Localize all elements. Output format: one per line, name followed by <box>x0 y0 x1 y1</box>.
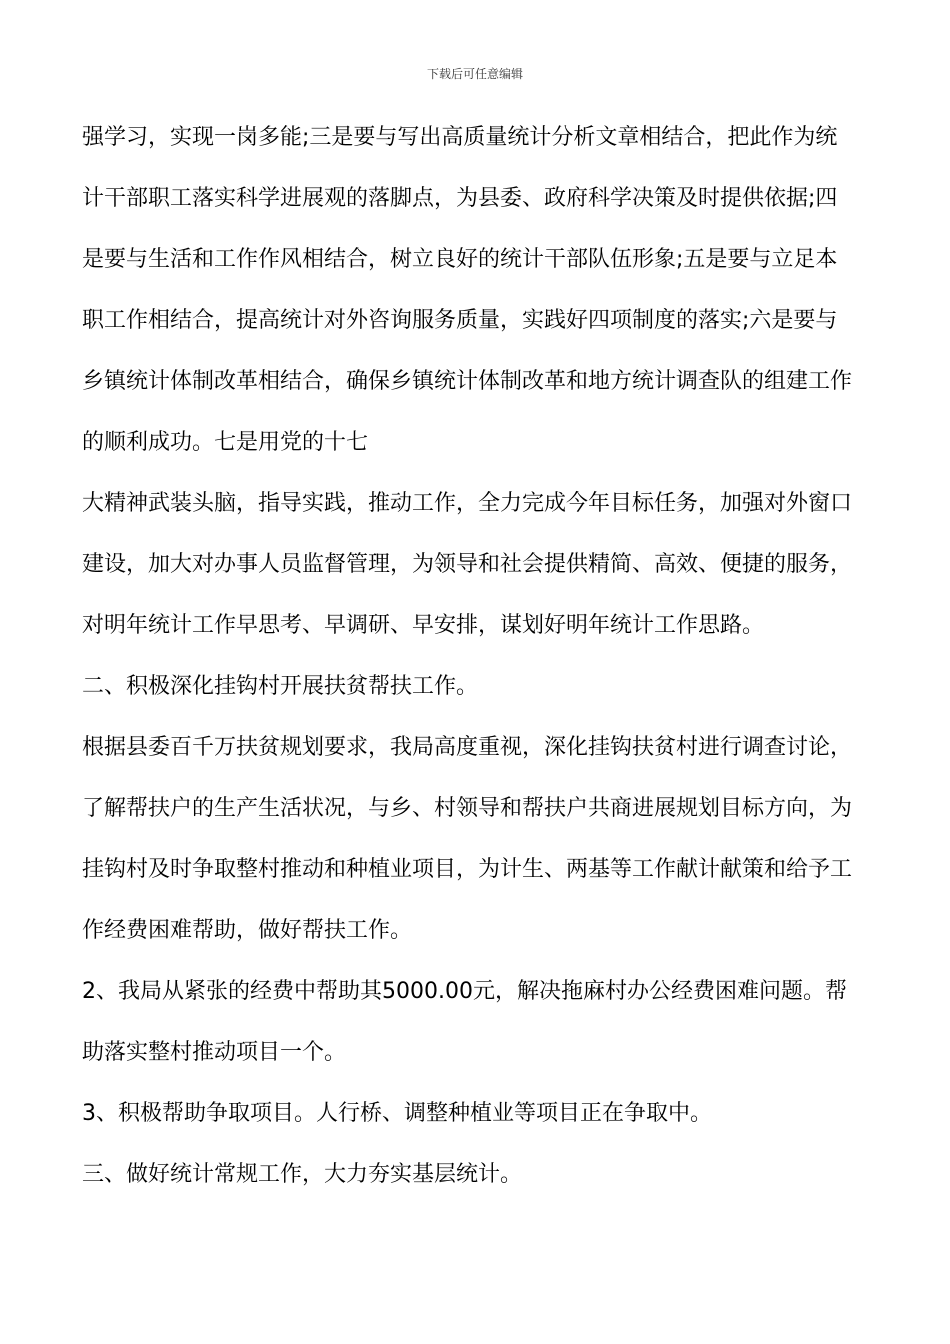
text-line: 大精神武装头脑，指导实践，推动工作，全力完成今年目标任务，加强对外窗口 <box>82 491 853 516</box>
text-line: 建设，加大对办事人员监督管理，为领导和社会提供精简、高效、便捷的服务， <box>82 552 853 577</box>
text-line: 3、积极帮助争取项目。人行桥、调整种植业等项目正在争取中。 <box>82 1101 712 1126</box>
text-line: 的顺利成功。七是用党的十七 <box>82 430 369 455</box>
text-line: 是要与生活和工作作风相结合，树立良好的统计干部队伍形象;五是要与立足本 <box>82 247 838 272</box>
section-heading: 三、做好统计常规工作，大力夯实基层统计。 <box>82 1162 523 1187</box>
text-line: 助落实整村推动项目一个。 <box>82 1040 347 1065</box>
text-line: 职工作相结合，提高统计对外咨询服务质量，实践好四项制度的落实;六是要与 <box>82 308 838 333</box>
text-line: 了解帮扶户的生产生活状况，与乡、村领导和帮扶户共商进展规划目标方向，为 <box>82 796 853 821</box>
text-line: 挂钩村及时争取整村推动和种植业项目，为计生、两基等工作献计献策和给予工 <box>82 857 853 882</box>
page-header: 下载后可任意编辑 <box>426 67 523 81</box>
text-line: 强学习，实现一岗多能;三是要与写出高质量统计分析文章相结合，把此作为统 <box>82 125 838 150</box>
text-line: 2、我局从紧张的经费中帮助其5000.00元，解决拖麻村办公经费困难问题。帮 <box>82 979 847 1004</box>
text-line: 计干部职工落实科学进展观的落脚点，为县委、政府科学决策及时提供依据;四 <box>82 186 838 211</box>
section-heading: 二、积极深化挂钩村开展扶贫帮扶工作。 <box>82 674 479 699</box>
text-line: 对明年统计工作早思考、早调研、早安排，谋划好明年统计工作思路。 <box>82 613 765 638</box>
text-line: 作经费困难帮助，做好帮扶工作。 <box>82 918 413 943</box>
text-line: 根据县委百千万扶贫规划要求，我局高度重视，深化挂钩扶贫村进行调查讨论， <box>82 735 853 760</box>
text-line: 乡镇统计体制改革相结合，确保乡镇统计体制改革和地方统计调查队的组建工作 <box>82 369 853 394</box>
